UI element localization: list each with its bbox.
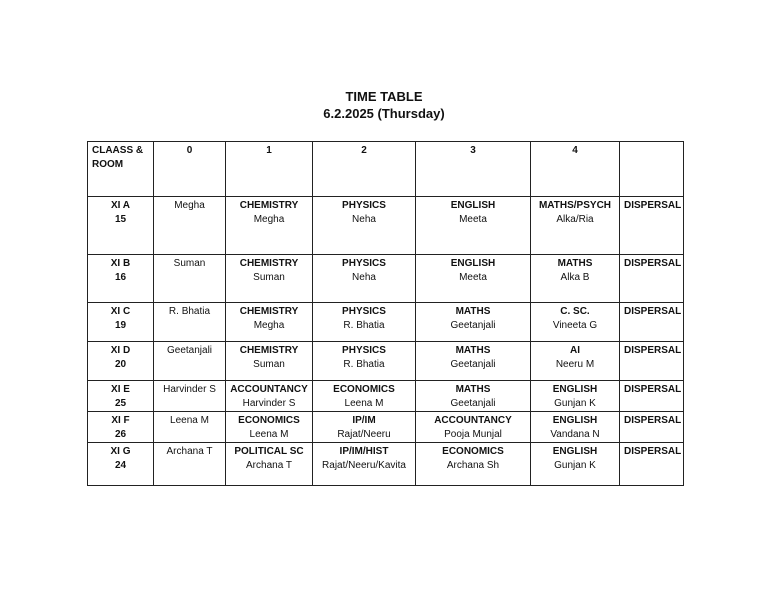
subject-name: AI [570,345,580,356]
period-3-cell [416,197,531,255]
teacher-name: Megha [174,200,205,211]
header-period-3: 3 [416,142,531,197]
dispersal-label: DISPERSAL [624,384,682,395]
period-3-cell [416,412,531,443]
dispersal-cell [620,342,684,381]
teacher-name: Meeta [459,214,487,225]
period-2-cell [313,443,416,486]
table-row [88,255,684,303]
teacher-name: Vandana N [550,429,600,440]
period-2-cell [313,197,416,255]
class-room-cell [88,197,154,255]
subject-name: C. SC. [560,306,590,317]
timetable [87,141,684,486]
period-1-cell [226,303,313,342]
subject-name: ENGLISH [552,446,598,457]
period-2-cell [313,381,416,412]
table-row [88,303,684,342]
period-2-cell [313,412,416,443]
period-2-cell [313,342,416,381]
page-title: TIME TABLE [345,89,423,104]
teacher-name: Gunjan K [554,398,596,409]
dispersal-cell [620,303,684,342]
class-room-cell [88,412,154,443]
period-0-cell [154,342,226,381]
header-class-room: CLAASS & ROOM [88,142,154,197]
period-0-cell [154,443,226,486]
table-row [88,443,684,486]
period-2-cell [313,303,416,342]
teacher-name: Geetanjali [450,320,496,331]
subject-name: ENGLISH [552,384,598,395]
subject-name: MATHS [557,258,593,269]
dispersal-label: DISPERSAL [624,306,682,317]
period-2-cell [313,255,416,303]
dispersal-cell [620,381,684,412]
class-name: XI E [111,384,130,395]
teacher-name: Leena M [249,429,289,440]
header-period-2: 2 [313,142,416,197]
teacher-name: R. Bhatia [343,320,385,331]
class-room-cell [88,342,154,381]
class-room-cell [88,303,154,342]
period-1-cell [226,197,313,255]
dispersal-cell [620,255,684,303]
period-0-cell [154,197,226,255]
period-3-cell [416,342,531,381]
subject-name: MATHS [455,345,491,356]
table-row [88,342,684,381]
period-4-cell [531,197,620,255]
period-3-cell [416,443,531,486]
room-number: 19 [114,320,127,331]
header-period-1: 1 [226,142,313,197]
teacher-name: Alka/Ria [556,214,594,225]
period-1-cell [226,412,313,443]
period-3-cell [416,303,531,342]
teacher-name: Gunjan K [554,460,596,471]
dispersal-label: DISPERSAL [624,446,682,457]
teacher-name: Archana Sh [446,460,500,471]
class-name: XI C [110,306,131,317]
period-3-cell [416,381,531,412]
period-4-cell [531,303,620,342]
class-name: XI F [111,415,130,426]
class-room-cell [88,381,154,412]
teacher-name: Archana T [246,460,292,471]
teacher-name: Harvinder S [163,384,216,395]
period-4-cell [531,255,620,303]
class-name: XI A [110,200,131,211]
subject-name: MATHS/PSYCH [538,200,612,211]
teacher-name: R. Bhatia [343,359,385,370]
teacher-name: Rajat/Neeru/Kavita [322,460,406,471]
teacher-name: Harvinder S [242,398,296,409]
subject-name: CHEMISTRY [239,306,299,317]
subject-name: ECONOMICS [238,415,300,426]
teacher-name: Vineeta G [552,320,598,331]
period-0-cell [154,255,226,303]
subject-name: ACCOUNTANCY [434,415,512,426]
teacher-name: Alka B [560,272,590,283]
teacher-name: R. Bhatia [168,306,211,317]
period-1-cell [226,381,313,412]
header-period-0: 0 [154,142,226,197]
teacher-name: Archana T [166,446,213,457]
subject-name: ENGLISH [552,415,598,426]
subject-name: IP/IM/HIST [339,446,389,457]
room-number: 20 [114,359,127,370]
subject-name: POLITICAL SC [234,446,304,457]
subject-name: ACCOUNTANCY [230,384,308,395]
room-number: 25 [114,398,127,409]
subject-name: CHEMISTRY [239,345,299,356]
subject-name: CHEMISTRY [239,258,299,269]
subject-name: PHYSICS [342,200,386,211]
class-room-cell [88,443,154,486]
room-number: 15 [114,214,127,225]
teacher-name: Suman [253,272,285,283]
period-4-cell [531,342,620,381]
table-row [88,412,684,443]
class-name: XI G [110,446,131,457]
teacher-name: Neha [352,214,376,225]
dispersal-cell [620,443,684,486]
teacher-name: Leena M [344,398,384,409]
subject-name: ENGLISH [450,200,496,211]
teacher-name: Suman [173,258,206,269]
subject-name: MATHS [455,384,491,395]
header-period-4: 4 [531,142,620,197]
period-4-cell [531,381,620,412]
dispersal-label: DISPERSAL [624,345,682,356]
subject-name: PHYSICS [342,345,386,356]
teacher-name: Geetanjali [166,345,213,356]
subject-name: PHYSICS [342,258,386,269]
teacher-name: Geetanjali [450,359,496,370]
teacher-name: Neha [352,272,376,283]
subject-name: ECONOMICS [333,384,395,395]
period-0-cell [154,412,226,443]
teacher-name: Meeta [459,272,487,283]
teacher-name: Megha [253,214,285,225]
dispersal-label: DISPERSAL [624,200,682,211]
period-4-cell [531,412,620,443]
dispersal-cell [620,197,684,255]
class-room-cell [88,255,154,303]
room-number: 24 [114,460,127,471]
teacher-name: Megha [253,320,285,331]
subject-name: CHEMISTRY [239,200,299,211]
period-4-cell [531,443,620,486]
subject-name: ENGLISH [450,258,496,269]
period-3-cell [416,255,531,303]
class-name: XI B [110,258,131,269]
period-0-cell [154,381,226,412]
dispersal-cell [620,412,684,443]
page-subtitle: 6.2.2025 (Thursday) [323,106,445,121]
period-1-cell [226,443,313,486]
teacher-name: Geetanjali [450,398,496,409]
class-name: XI D [110,345,131,356]
subject-name: IP/IM [352,415,376,426]
subject-name: MATHS [455,306,491,317]
teacher-name: Suman [253,359,285,370]
header-blank [620,142,684,197]
dispersal-label: DISPERSAL [624,258,682,269]
dispersal-label: DISPERSAL [624,415,682,426]
teacher-name: Pooja Munjal [444,429,502,440]
room-number: 26 [114,429,127,440]
teacher-name: Leena M [170,415,209,426]
table-row [88,381,684,412]
header-row [88,142,684,197]
teacher-name: Rajat/Neeru [337,429,391,440]
room-number: 16 [114,272,127,283]
subject-name: PHYSICS [342,306,386,317]
period-0-cell [154,303,226,342]
period-1-cell [226,255,313,303]
teacher-name: Neeru M [555,359,595,370]
subject-name: ECONOMICS [442,446,504,457]
table-row [88,197,684,255]
period-1-cell [226,342,313,381]
